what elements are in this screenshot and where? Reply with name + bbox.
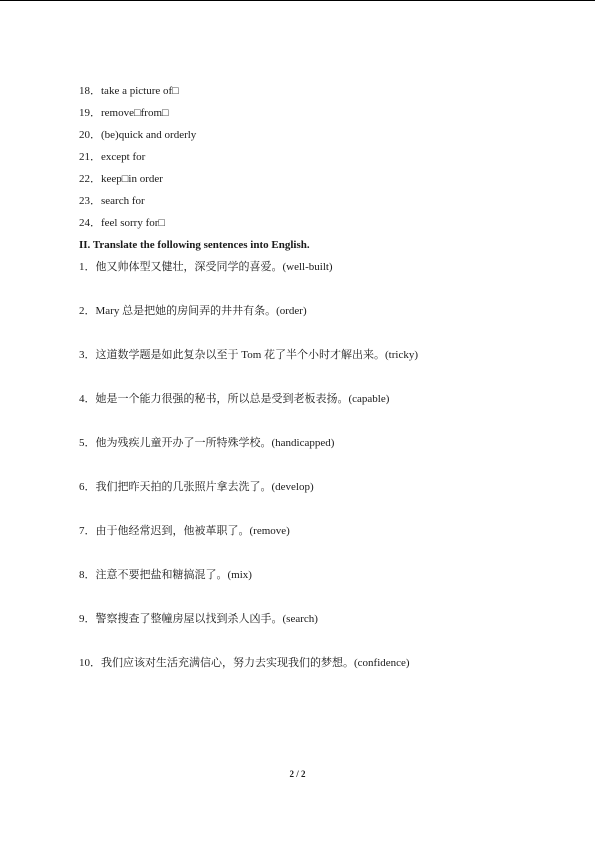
list-item xyxy=(79,608,549,630)
item-number: 24． xyxy=(79,217,101,229)
item-text: 注意不要把盐和糖搞混了。(mix) xyxy=(95,569,252,581)
list-item xyxy=(79,102,549,124)
item-number: 23． xyxy=(79,195,101,207)
item-number: 18． xyxy=(79,85,101,97)
item-text: 她是一个能力很强的秘书，所以总是受到老板表扬。(capable) xyxy=(95,393,390,405)
item-number: 1． xyxy=(79,261,96,273)
list-item xyxy=(79,476,549,498)
list-item xyxy=(79,388,549,410)
list-item xyxy=(79,168,549,190)
item-text: search for xyxy=(101,195,145,207)
item-number: 10． xyxy=(79,657,101,669)
item-text: 我们应该对生活充满信心，努力去实现我们的梦想。(confidence) xyxy=(101,657,410,669)
item-text: remove□from□ xyxy=(101,107,169,119)
item-number: 3． xyxy=(79,349,96,361)
sentence-list xyxy=(79,256,549,674)
item-number: 20． xyxy=(79,129,101,141)
item-text: except for xyxy=(101,151,146,163)
list-item xyxy=(79,212,549,234)
item-text: 由于他经常迟到，他被革职了。(remove) xyxy=(95,525,290,537)
list-item xyxy=(79,300,549,322)
list-item xyxy=(79,520,549,542)
list-item xyxy=(79,80,549,102)
item-number: 4． xyxy=(79,393,96,405)
item-number: 6． xyxy=(79,481,96,493)
list-item xyxy=(79,432,549,454)
item-text: 他为残疾儿童开办了一所特殊学校。(handicapped) xyxy=(95,437,335,449)
item-text: feel sorry for□ xyxy=(101,217,166,229)
list-item xyxy=(79,652,549,674)
header-rule xyxy=(0,0,595,1)
item-text: 他又帅体型又健壮，深受同学的喜爱。(well-built) xyxy=(95,261,333,273)
page-number: 2 / 2 xyxy=(289,769,306,779)
item-text: Mary 总是把她的房间弄的井井有条。(order) xyxy=(95,305,307,317)
item-text: (be)quick and orderly xyxy=(101,129,197,141)
item-number: 2． xyxy=(79,305,96,317)
item-text: 这道数学题是如此复杂以至于 Tom 花了半个小时才解出来。(tricky) xyxy=(95,349,418,361)
section-heading: II. Translate the following sentences into English. xyxy=(79,239,310,251)
item-number: 5． xyxy=(79,437,96,449)
list-item xyxy=(79,146,549,168)
phrase-list xyxy=(79,80,549,234)
item-number: 8． xyxy=(79,569,96,581)
list-item xyxy=(79,564,549,586)
item-text: 我们把昨天拍的几张照片拿去洗了。(develop) xyxy=(95,481,314,493)
item-text: keep□in order xyxy=(101,173,163,185)
document-page xyxy=(79,80,549,696)
item-text: take a picture of□ xyxy=(101,85,179,97)
item-number: 22． xyxy=(79,173,101,185)
item-number: 19． xyxy=(79,107,101,119)
list-item xyxy=(79,124,549,146)
item-number: 7． xyxy=(79,525,96,537)
list-item xyxy=(79,344,549,366)
item-text: 警察搜查了整幢房屋以找到杀人凶手。(search) xyxy=(95,613,318,625)
item-number: 9． xyxy=(79,613,96,625)
item-number: 21． xyxy=(79,151,101,163)
list-item xyxy=(79,256,549,278)
list-item xyxy=(79,190,549,212)
